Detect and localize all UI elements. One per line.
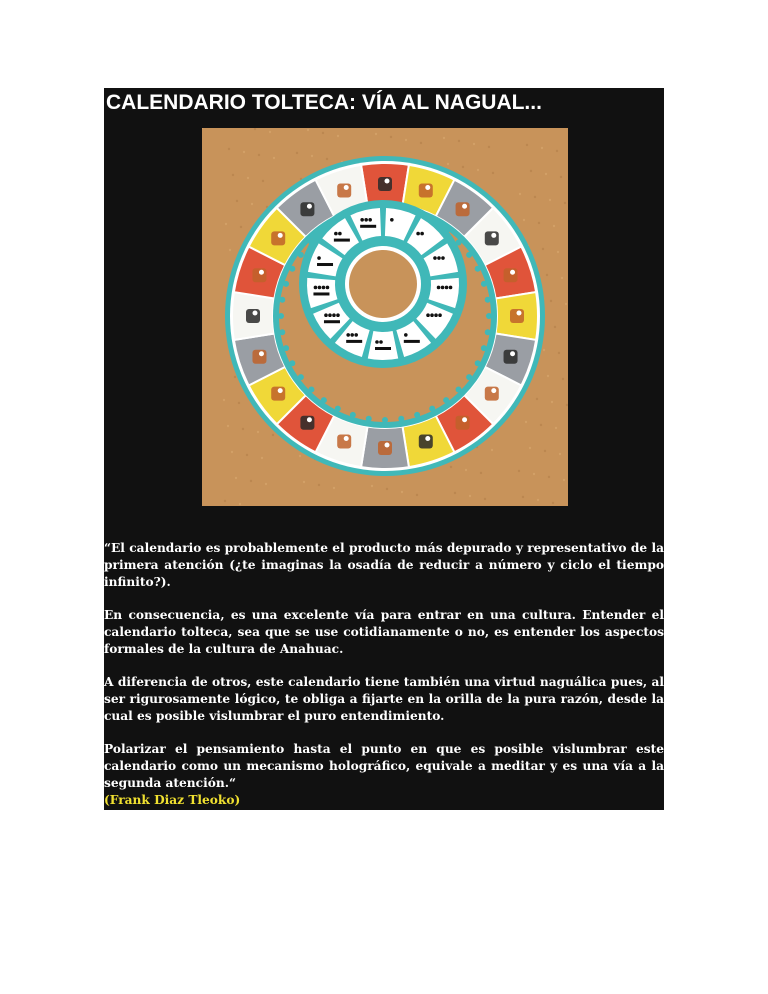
article-panel — [104, 88, 664, 810]
article-body — [104, 540, 664, 809]
aztec-calendar-wheel-icon — [202, 128, 568, 506]
paragraph-4: Polarizar el pensamiento hasta el punto en que es posible vislumbrar este calendario como un mecanismo holográfico, equivale a meditar y es una vía a la segunda atención.“ — [104, 742, 664, 790]
paragraph-2: En consecuencia, es una excelente vía para entrar en una cultura. Entender el calendario tolteca, sea que se use cotidianamente o no, es entender los aspectos formales de la cultura de Anahuac. — [104, 608, 664, 656]
author-credit: (Frank Diaz Tleoko) — [104, 793, 241, 807]
calendar-figure — [202, 128, 568, 506]
paragraph-1: “El calendario es probablemente el producto más depurado y representativo de la primera atención (¿te imaginas la osadía de reducir a número y ciclo el tiempo infinito?). — [104, 541, 664, 589]
paragraph-3: A diferencia de otros, este calendario tiene también una virtud naguálica pues, al ser rigurosamente lógico, te obliga a fijarte en la orilla de la pura razón, desde la cual es posible vislumbrar el puro entendimiento. — [104, 675, 664, 723]
page-title: CALENDARIO TOLTECA: VÍA AL NAGUAL... — [106, 91, 542, 114]
